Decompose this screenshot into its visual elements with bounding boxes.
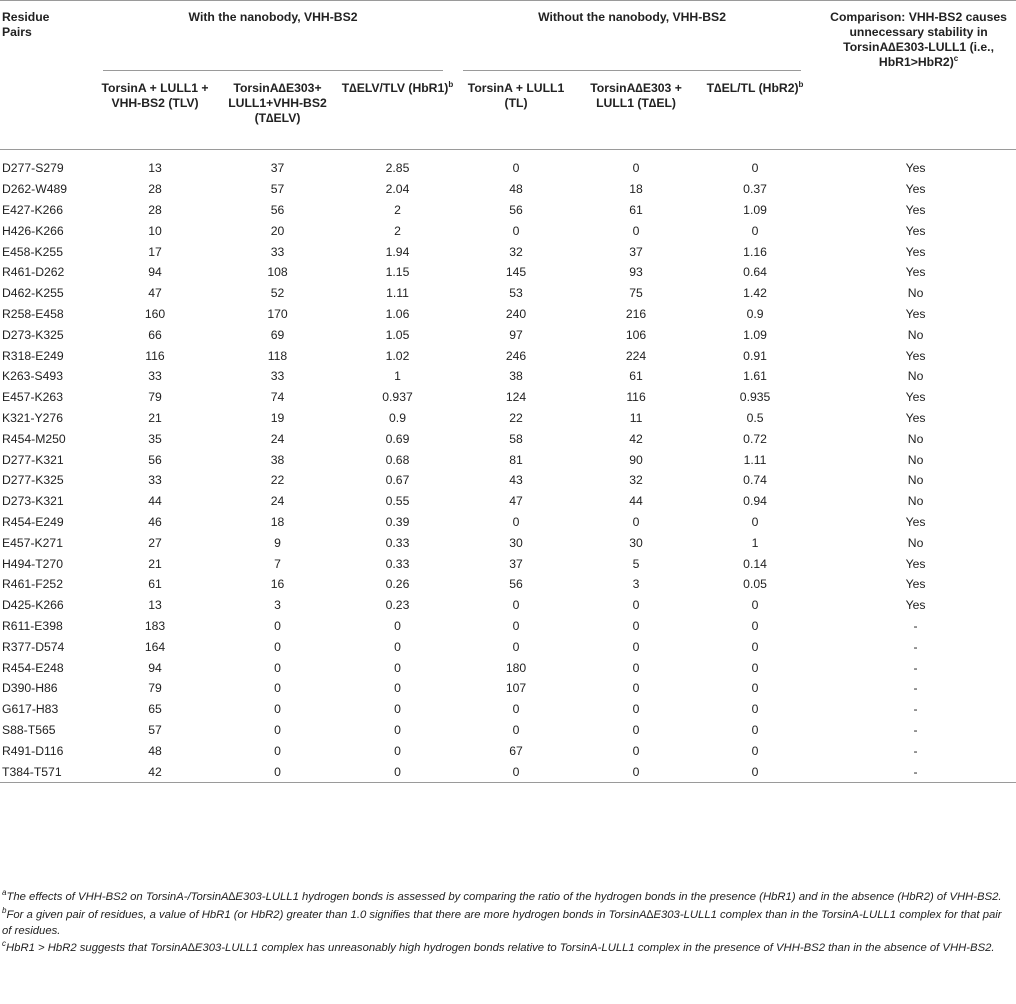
footnotes [0,890,1014,959]
residue-pair: K321-Y276 [2,410,63,425]
hbr1-value: 0.68 [385,452,410,467]
hbr2-value: 1.09 [743,202,767,217]
tel-value: 93 [629,265,643,280]
telv-value: 16 [270,577,285,592]
residue-pair: G617-H83 [2,702,59,717]
telv-value: 69 [270,327,285,342]
table-row [0,283,1016,304]
tl-value: 0 [512,223,520,238]
hbr1-value: 0 [394,764,401,779]
tl-value: 48 [509,182,523,197]
comparison-value: - [913,764,918,779]
hbr1-value: 0 [394,639,401,654]
tlv-value: 183 [144,618,166,633]
comparison-value: Yes [905,244,926,259]
tlv-value: 21 [148,556,162,571]
with-nanobody-header: With the nanobody, VHH-BS2 [95,2,455,71]
tl-value: 0 [512,514,520,529]
table-row [0,304,1016,325]
tel-value: 0 [632,681,640,696]
tl-value: 97 [509,327,523,342]
hbr1-value: 0.69 [385,431,410,446]
table-row [0,470,1016,491]
tlv-value: 44 [148,494,162,509]
tel-value: 90 [629,452,643,467]
tl-value: 0 [512,702,520,717]
tl-value: 0 [512,618,520,633]
table-row [0,553,1016,574]
residue-pair: H426-K266 [2,223,64,238]
tlv-value: 21 [148,410,162,425]
hbr2-value: 0 [751,618,759,633]
telv-value: 0 [274,681,281,696]
tl-value: 246 [505,348,527,363]
tlv-value: 27 [148,535,162,550]
tl-value: 37 [509,556,523,571]
tel-value: 5 [632,556,640,571]
table-row [0,200,1016,221]
hbr1-value: 1.05 [385,327,410,342]
comparison-value: - [913,722,918,737]
hbr2-value: 1.16 [743,244,767,259]
hbr1-value: 1.06 [385,306,410,321]
footnote-c: $^c$HbR1 > HbR2 suggests that TorsinA∆E303-LULL1 complex has unreasonably high hydrogen bonds relative to TorsinA-LULL1 complex in the presence of VHH-BS2 than in the absence of VHH-BS2. [2,939,995,955]
table-row [0,345,1016,366]
hbr2-header: T∆EL/TL $(HbR2)^b$ [706,79,804,95]
residue-pair: D462-K255 [2,286,64,301]
residue-pair: D273-K321 [2,494,64,509]
tel-value: 18 [629,182,643,197]
table-row [0,678,1016,699]
tlv-value: 35 [148,431,162,446]
comparison-value: - [913,618,918,633]
tlv-value: 79 [148,390,162,405]
hbr2-value: 0 [751,639,759,654]
comparison-value: Yes [905,390,926,405]
residue-pair: D425-K266 [2,598,64,613]
tl-value: 67 [509,743,523,758]
residue-pair: E457-K271 [2,535,63,550]
tlv-value: 13 [148,598,162,613]
residue-pair: R454-E249 [2,514,64,529]
tlv-value: 10 [148,223,162,238]
tlv-value: 94 [148,265,162,280]
tl-value: 47 [509,494,523,509]
table-row [0,428,1016,449]
hbr2-value: 0 [751,514,759,529]
comparison-value: Yes [905,348,926,363]
tl-value: 124 [505,390,527,405]
tlv-value: 160 [144,306,166,321]
hbr2-value: 0.91 [743,348,767,363]
tl-value: 240 [505,306,527,321]
telv-value: 7 [274,556,281,571]
tl-value: 107 [505,681,527,696]
comparison-value: Yes [905,556,926,571]
tlv-header: TorsinA + LULL1 + VHH-BS2 (TLV) [101,81,209,110]
table-row [0,699,1016,720]
hbr1-value: 0 [394,743,401,758]
hbr1-value: 1.02 [385,348,410,363]
comparison-value: No [907,327,924,342]
table-row [0,262,1016,283]
tlv-value: 66 [148,327,162,342]
tel-value: 75 [629,286,643,301]
residue-pair: R491-D116 [2,743,64,758]
hbr2-value: 0.14 [743,556,767,571]
tel-value: 11 [629,410,643,425]
hbr1-value: 1.11 [386,286,409,301]
hydrogen-bond-table [0,2,1016,783]
hbr1-value: 0.33 [385,556,410,571]
tl-value: 58 [509,431,523,446]
table-row [0,150,1016,179]
table-row [0,574,1016,595]
tlv-value: 61 [148,577,162,592]
residue-pair: R461-D262 [2,265,65,280]
telv-value: 0 [274,722,281,737]
hbr1-value: 0.33 [385,535,410,550]
tl-value: 81 [509,452,523,467]
hbr2-value: 0.72 [743,431,767,446]
hbr1-value: 1.15 [385,265,410,280]
telv-value: 118 [267,348,288,363]
hbr2-value: 0 [751,743,759,758]
hbr1-value: 0.26 [385,577,410,592]
tel-value: 61 [629,369,643,384]
table-row [0,761,1016,782]
comparison-value: Yes [905,306,926,321]
hbr1-value: 1 [394,369,401,384]
table-row [0,657,1016,678]
telv-value: 170 [267,306,288,321]
tlv-value: 33 [148,369,162,384]
table-body [0,150,1016,782]
tl-value: 145 [505,265,527,280]
comparison-value: Yes [905,202,926,217]
comparison-value: - [913,681,918,696]
tl-value: 53 [509,286,523,301]
telv-value: 38 [270,452,285,467]
telv-value: 0 [274,764,281,779]
table-row [0,636,1016,657]
comparison-value: No [907,452,924,467]
tlv-value: 48 [148,743,162,758]
residue-pair: H494-T270 [2,556,63,571]
tel-value: 216 [625,306,647,321]
table-row [0,449,1016,470]
hbr1-value: 2.04 [385,182,410,197]
comparison-header: Comparison: VHH-BS2 causes unnecessary stability in TorsinA∆E303-LULL1 (i.e., HbR1>HbR2)$^c$ [830,10,1007,69]
telv-value: 33 [270,244,285,259]
hbr2-value: 0 [751,161,759,176]
tl-value: 32 [509,244,523,259]
hbr2-value: 0.5 [746,410,764,425]
telv-value: 22 [270,473,285,488]
residue-pair: T384-T571 [2,764,62,779]
tel-value: 0 [632,660,640,675]
tlv-value: 42 [148,764,162,779]
footnote-a: $^a$The effects of VHH-BS2 on TorsinA-/TorsinA∆E303-LULL1 hydrogen bonds is assessed by comparing the ratio of the hydrogen bonds in the presence (HbR1) and in the absence (HbR2) of VHH-BS2. [2,888,1002,903]
residue-pairs-header: Residue Pairs [2,10,50,39]
telv-value: 0 [274,743,281,758]
tlv-value: 17 [148,244,162,259]
table-row [0,387,1016,408]
residue-pair: R258-E458 [2,306,64,321]
residue-pair: D277-S279 [2,161,64,176]
tlv-value: 164 [144,639,166,654]
tel-value: 0 [632,764,640,779]
comparison-value: Yes [905,410,926,425]
tlv-value: 28 [148,202,162,217]
comparison-value: Yes [905,598,926,613]
hbr2-value: 0 [751,223,759,238]
telv-value: 108 [267,265,288,280]
hbr2-value: 0.9 [746,306,764,321]
telv-header: TorsinA∆E303+ LULL1+VHH-BS2 (T∆ELV) [228,81,327,125]
tel-value: 61 [629,202,643,217]
hbr1-value: 1.94 [385,244,410,259]
residue-pair: R454-E248 [2,660,64,675]
tel-value: 224 [625,348,647,363]
comparison-value: - [913,743,918,758]
comparison-value: No [907,494,924,509]
comparison-value: No [907,431,924,446]
comparison-value: Yes [905,161,926,176]
top-rule [0,0,1016,1]
tl-value: 56 [509,202,523,217]
tl-value: 43 [509,473,523,488]
tlv-value: 28 [148,182,162,197]
telv-value: 20 [270,223,285,238]
comparison-value: - [913,702,918,717]
residue-pair: E458-K255 [2,244,63,259]
tlv-value: 94 [148,660,162,675]
residue-pair: R461-F252 [2,577,63,592]
hbr2-value: 1 [751,535,759,550]
table-row [0,532,1016,553]
hbr1-value: 0.9 [389,410,406,425]
table-row [0,220,1016,241]
table-row [0,512,1016,533]
tel-value: 0 [632,743,640,758]
tl-value: 30 [509,535,523,550]
comparison-value: - [913,639,918,654]
telv-value: 37 [270,161,285,176]
hbr1-value: 0.55 [385,494,410,509]
table-row [0,740,1016,761]
table-row [0,595,1016,616]
hbr1-value: 0 [394,722,401,737]
hbr2-value: 0.37 [743,182,767,197]
residue-pair: R377-D574 [2,639,65,654]
tel-value: 0 [632,514,640,529]
tlv-value: 56 [148,452,162,467]
table-row [0,408,1016,429]
tel-value: 0 [632,702,640,717]
comparison-value: Yes [905,223,926,238]
hbr2-value: 0.05 [743,577,767,592]
telv-value: 0 [274,639,281,654]
telv-value: 9 [274,535,281,550]
telv-value: 0 [274,618,281,633]
residue-pair: D277-K321 [2,452,64,467]
tel-value: 44 [629,494,643,509]
hbr1-value: 2.85 [385,161,410,176]
hbr1-value: 0 [394,618,401,633]
tel-value: 116 [626,390,646,405]
hbr2-value: 0.64 [743,265,767,280]
without-nanobody-header: Without the nanobody, VHH-BS2 [455,2,815,71]
footnote-b: $^b$For a given pair of residues, a value of HbR1 (or HbR2) greater than 1.0 signifies that there are more hydrogen bonds in TorsinA∆E303-LULL1 complex than in the TorsinA-LULL1 complex for that pair of residues. [2,906,1002,937]
tl-value: 0 [512,639,520,654]
table-row [0,616,1016,637]
residue-pair: D262-W489 [2,182,68,197]
hbr1-value: 0 [394,681,401,696]
residue-pair: D390-H86 [2,681,58,696]
table-row [0,720,1016,741]
tl-value: 0 [512,764,520,779]
table-row [0,179,1016,200]
telv-value: 18 [270,514,285,529]
tlv-value: 57 [148,722,162,737]
comparison-value: Yes [905,514,926,529]
hbr2-value: 0.935 [739,390,771,405]
hbr2-value: 0 [751,702,759,717]
comparison-value: No [907,473,924,488]
hbr2-value: 1.42 [743,286,767,301]
tl-value: 22 [509,410,523,425]
tl-value: 38 [509,369,523,384]
comparison-value: No [907,369,924,384]
hbr1-value: 0 [394,702,401,717]
residue-pair: R454-M250 [2,431,66,446]
comparison-value: Yes [905,182,926,197]
residue-pair: E427-K266 [2,202,63,217]
comparison-value: No [907,535,924,550]
hbr2-value: 0 [751,722,759,737]
tlv-value: 65 [148,702,162,717]
tel-value: 0 [632,618,640,633]
hbr2-value: 1.09 [743,327,767,342]
residue-pair: S88-T565 [2,722,56,737]
comparison-value: Yes [905,577,926,592]
tl-value: 0 [512,161,520,176]
tl-value: 180 [505,660,527,675]
telv-value: 56 [270,202,285,217]
residue-pair: D277-K325 [2,473,64,488]
hbr1-value: 0.23 [385,598,410,613]
tel-value: 0 [632,639,640,654]
tel-value: 37 [629,244,643,259]
telv-value: 57 [270,182,285,197]
tlv-value: 79 [148,681,162,696]
hbr2-value: 0.94 [743,494,767,509]
tel-value: 32 [629,473,643,488]
tel-value: 0 [632,722,640,737]
table-row [0,366,1016,387]
hbr2-value: 0 [751,764,759,779]
residue-pair: E457-K263 [2,390,63,405]
hbr2-value: 0.74 [743,473,767,488]
hbr2-value: 0 [751,598,759,613]
residue-pair: R318-E249 [2,348,64,363]
hbr2-value: 0 [751,660,759,675]
tel-value: 30 [629,535,643,550]
hbr1-value: 0.67 [385,473,410,488]
telv-value: 24 [270,494,285,509]
tlv-value: 13 [148,161,162,176]
hbr1-value: 2 [394,223,401,238]
comparison-value: No [907,286,924,301]
comparison-value: Yes [905,265,926,280]
tl-header: TorsinA + LULL1 (TL) [467,81,565,110]
tel-value: 42 [629,431,643,446]
tlv-value: 46 [148,514,162,529]
tl-value: 0 [512,722,520,737]
residue-pair: R611-E398 [2,618,63,633]
telv-value: 0 [274,702,281,717]
table-row [0,241,1016,262]
tel-header: TorsinA∆E303 + LULL1 (T∆EL) [590,81,682,110]
table-row [0,324,1016,345]
telv-value: 74 [270,390,285,405]
tel-value: 106 [625,327,647,342]
residue-pair: D273-K325 [2,327,64,342]
tlv-value: 47 [148,286,162,301]
hbr1-value: 2 [394,202,401,217]
telv-value: 24 [270,431,285,446]
hbr2-value: 1.61 [743,369,767,384]
hbr1-header: T∆ELV/TLV $(HbR1)^b$ [341,79,454,95]
tl-value: 0 [512,598,520,613]
telv-value: 3 [274,598,281,613]
tl-value: 56 [509,577,523,592]
tel-value: 0 [632,161,640,176]
hbr1-value: 0 [394,660,401,675]
hbr2-value: 1.11 [743,452,767,467]
hbr1-value: 0.39 [385,514,410,529]
comparison-value: - [913,660,918,675]
hbr1-value: 0.937 [382,390,413,405]
telv-value: 19 [270,410,285,425]
table-row [0,491,1016,512]
tel-value: 0 [632,598,640,613]
telv-value: 33 [270,369,285,384]
telv-value: 52 [270,286,285,301]
telv-value: 0 [274,660,281,675]
tlv-value: 116 [145,348,165,363]
tel-value: 3 [632,577,640,592]
residue-pair: K263-S493 [2,369,63,384]
tlv-value: 33 [148,473,162,488]
tel-value: 0 [632,223,640,238]
hbr2-value: 0 [751,681,759,696]
